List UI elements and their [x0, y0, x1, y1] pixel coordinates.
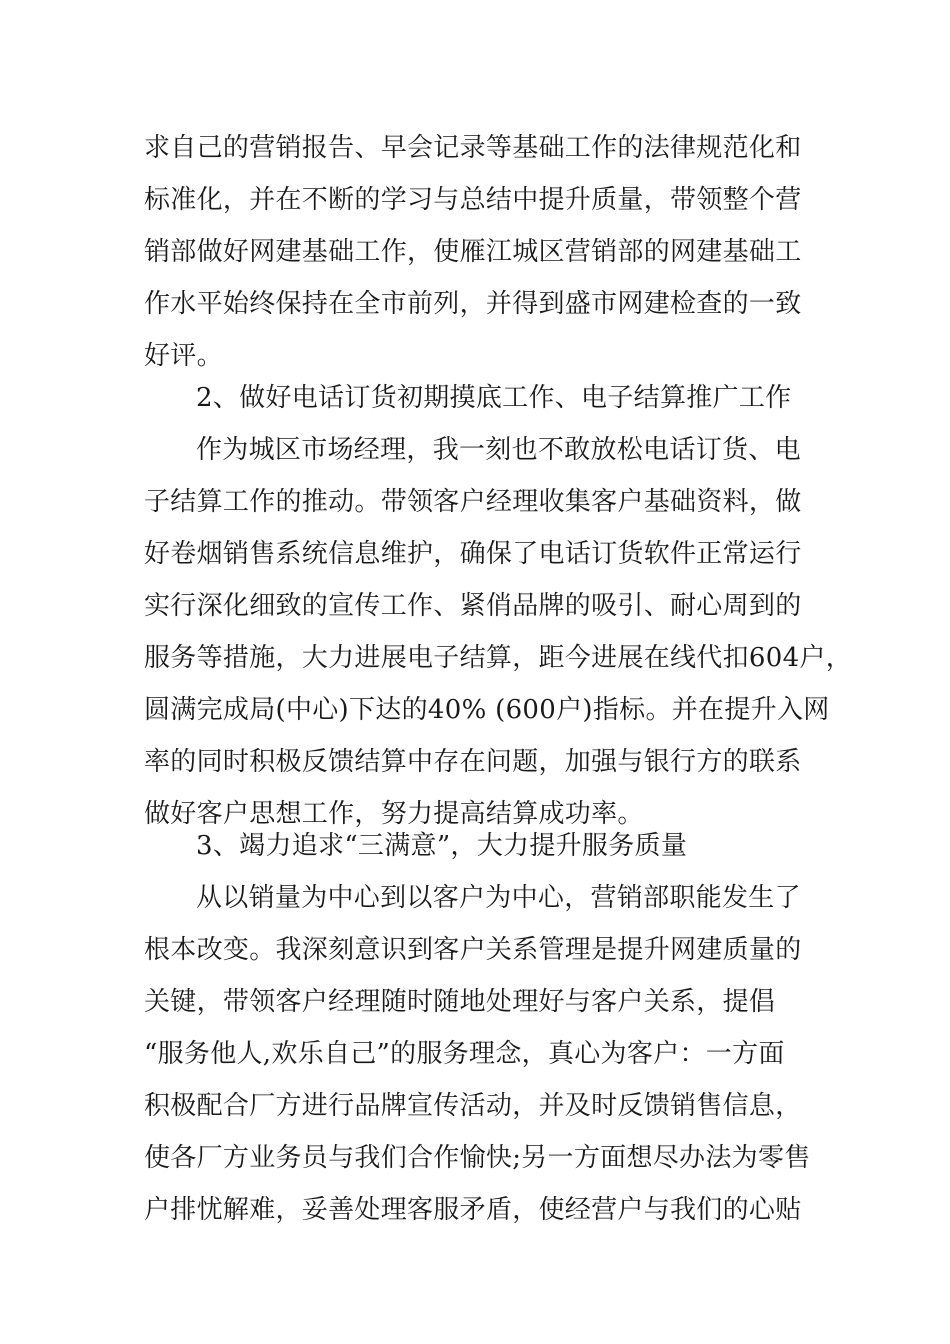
- text-line: 户排忧解难，妥善处理客服矛盾，使经营户与我们的心贴: [144, 1195, 802, 1225]
- text-line: 关键，带领客户经理随时随地处理好与客户关系，提倡: [144, 987, 776, 1017]
- text-line: “服务他人,欢乐自己”的服务理念，真心为客户：一方面: [144, 1039, 785, 1069]
- text-line: 做好客户思想工作，努力提高结算成功率。: [144, 799, 644, 829]
- text-line: 从以销量为中心到以客户为中心，营销部职能发生了: [196, 883, 801, 913]
- text-line: 销部做好网建基础工作，使雁江城区营销部的网建基础工: [144, 237, 802, 267]
- section-heading: 2、做好电话订货初期摸底工作、电子结算推广工作: [196, 383, 792, 413]
- text-line: 好卷烟销售系统信息维护，确保了电话订货软件正常运行: [144, 539, 802, 569]
- text-line: 作为城区市场经理，我一刻也不敢放松电话订货、电: [196, 435, 801, 465]
- text-line: 标准化，并在不断的学习与总结中提升质量，带领整个营: [144, 185, 802, 215]
- text-line: 使各厂方业务员与我们合作愉快;另一方面想尽办法为零售: [144, 1143, 811, 1173]
- text-line: 根本改变。我深刻意识到客户关系管理是提升网建质量的: [144, 935, 802, 965]
- text-line: 服务等措施，大力进展电子结算，距今进展在线代扣604户，: [144, 643, 853, 673]
- text-line: 圆满完成局(中心)下达的40% (600户)指标。并在提升入网: [144, 695, 830, 725]
- text-line: 实行深化细致的宣传工作、紧俏品牌的吸引、耐心周到的: [144, 591, 802, 621]
- text-line: 子结算工作的推动。带领客户经理收集客户基础资料，做: [144, 487, 802, 517]
- text-line: 好评。: [144, 341, 223, 371]
- text-line: 积极配合厂方进行品牌宣传活动，并及时反馈销售信息，: [144, 1091, 802, 1121]
- text-line: 求自己的营销报告、早会记录等基础工作的法律规范化和: [144, 133, 802, 163]
- text-line: 作水平始终保持在全市前列，并得到盛市网建检查的一致: [144, 289, 802, 319]
- text-line: 率的同时积极反馈结算中存在问题，加强与银行方的联系: [144, 747, 802, 777]
- section-heading: 3、竭力追求“三满意”，大力提升服务质量: [196, 831, 688, 861]
